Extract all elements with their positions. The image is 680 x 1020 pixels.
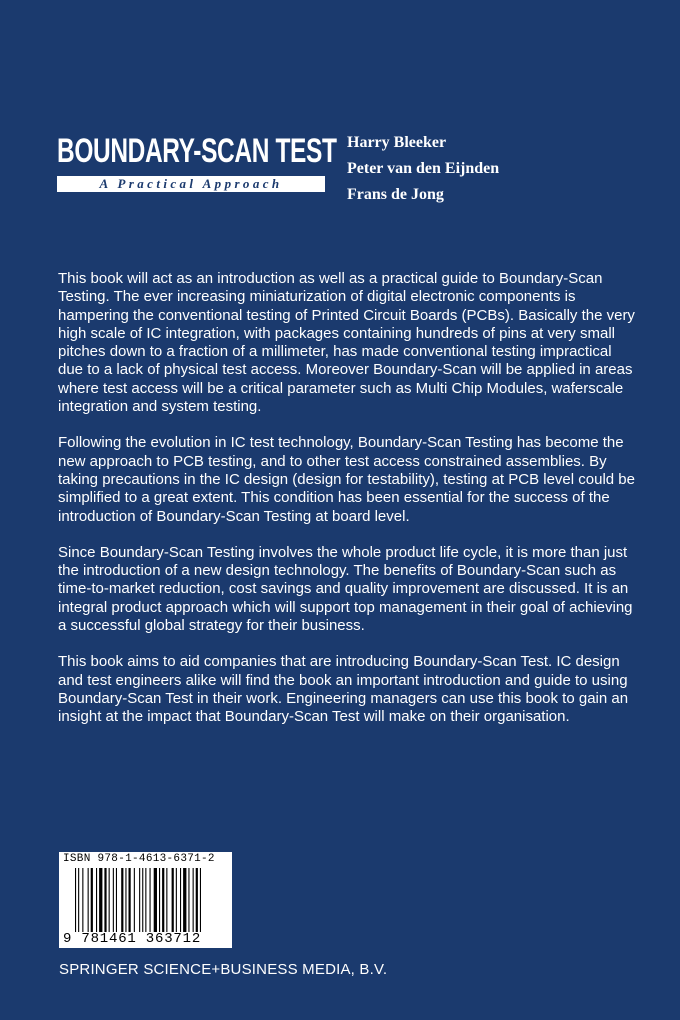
- blurb-paragraph: Following the evolution in IC test technology, Boundary-Scan Testing has become the new approach to PCB testing, and to other test access constrained assemblies. By taking precautions in the IC design (design for testability), testing at PCB level could be simplified to a great extent. This condition has been essential for the success of the introduction of Boundary-Scan Testing at board level.: [58, 434, 635, 525]
- barcode-box: [59, 852, 232, 948]
- back-cover-blurb: [58, 270, 638, 745]
- title-block: [57, 131, 337, 191]
- author-name: Frans de Jong: [347, 186, 444, 203]
- author-name: Harry Bleeker: [347, 134, 447, 151]
- book-subtitle: A Practical Approach: [57, 176, 325, 192]
- author-list: [347, 130, 499, 208]
- blurb-paragraph: This book will act as an introduction as well as a practical guide to Boundary-Scan Testing. The ever increasing miniaturization of digital electronic components is hampering the conventional testing of Printed Circuit Boards (PCBs). Basically the very high scale of IC integration, with packages containing hundreds of pins at very small pitches down to a fraction of a millimeter, has made conventional testing impractical due to a lack of physical test access. Moreover Boundary-Scan will be applied in areas where test access will be a critical parameter such as Multi Chip Modules, waferscale integration and system testing.: [58, 270, 635, 416]
- isbn-text: ISBN 978-1-4613-6371-2: [63, 853, 215, 865]
- author-name: Peter van den Eijnden: [347, 160, 500, 177]
- barcode-icon: [75, 868, 219, 932]
- blurb-paragraph: This book aims to aid companies that are introducing Boundary-Scan Test. IC design and test engineers alike will find the book an important introduction and guide to using Boundary-Scan Test in their work. Engineering managers can use this book to gain an insight at the impact that Boundary-Scan Test will make on their organisation.: [58, 653, 629, 726]
- book-title: BOUNDARY-SCAN TEST: [57, 132, 337, 170]
- ean-number: 9 781461 363712: [63, 931, 202, 947]
- blurb-paragraph: Since Boundary-Scan Testing involves the whole product life cycle, it is more than just the introduction of a new design technology. The benefits of Boundary-Scan such as time-to-market reduction, cost savings and quality improvement are discussed. It is an integral product approach which will support top management in their goal of achieving a successful global strategy for their business.: [58, 543, 633, 635]
- publisher-name: SPRINGER SCIENCE+BUSINESS MEDIA, B.V.: [59, 961, 388, 978]
